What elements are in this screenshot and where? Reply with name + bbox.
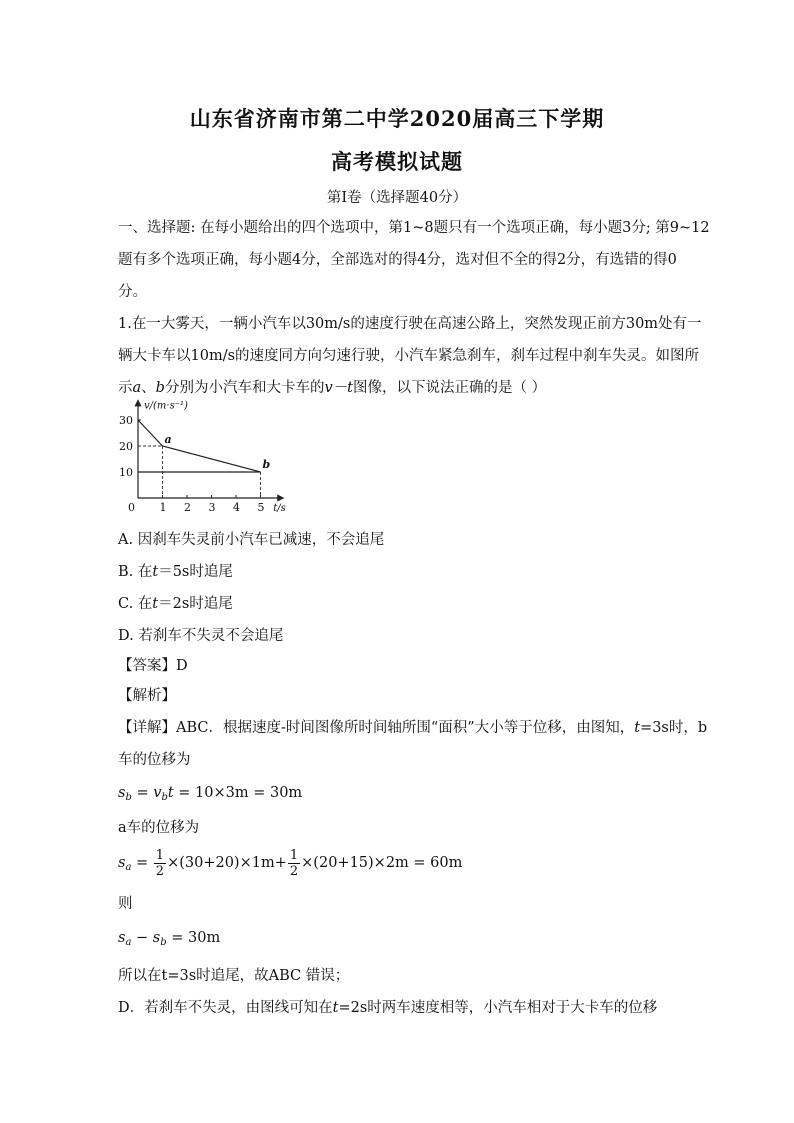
option-c: C. 在t＝2s时追尾 bbox=[118, 596, 233, 612]
x-tick-label: 3 bbox=[208, 501, 216, 514]
x-tick-label: 5 bbox=[257, 501, 265, 514]
answer: 【答案】D bbox=[118, 658, 188, 674]
y-tick-label: 10 bbox=[119, 466, 133, 479]
detail-line-5: 所以在t=3s时追尾，故ABC 错误； bbox=[118, 968, 350, 984]
detail-line-6: D．若刹车不失灵，由图线可知在t=2s时两车速度相等，小汽车相对于大卡车的位移 bbox=[118, 1000, 658, 1016]
equation-sb: $s_b = v_bt = 10\times 3m = 30m$ bbox=[118, 785, 303, 803]
x-tick-label: 0 bbox=[128, 501, 135, 514]
page-title: 山东省济南市第二中学2020届高三下学期 bbox=[189, 106, 605, 131]
equation-diff: $s_a - s_b = 30m$ bbox=[118, 930, 221, 948]
y-tick-label: 30 bbox=[119, 414, 133, 427]
y-tick-label: 20 bbox=[119, 440, 133, 453]
fraction-half: $\frac{1}{2}$ bbox=[289, 847, 299, 879]
section-heading: 第Ⅰ卷（选择题40分） bbox=[326, 190, 468, 206]
page-subtitle: 高考模拟试题 bbox=[331, 149, 463, 174]
y-axis-label: v/(m·s⁻¹) bbox=[144, 400, 188, 412]
fraction-half: $\frac{1}{2}$ bbox=[155, 847, 165, 879]
equation-sa: $s_a$ = $\frac{1}{2}$ ×(30+20)×1m+ $\frac{1}{2}$ ×(20+15)×2m = 60m bbox=[118, 847, 463, 879]
instruction-line-2: 题有多个选项正确，每小题4分，全部选对的得4分，选对但不全的得2分，有选错的得0 bbox=[118, 252, 677, 268]
detail-line-3: a车的位移为 bbox=[118, 820, 200, 836]
instruction-line-1: 一、选择题: 在每小题给出的四个选项中，第1~8题只有一个选项正确，每小题3分; 第9~12 bbox=[118, 220, 710, 236]
option-b: B. 在t＝5s时追尾 bbox=[118, 564, 233, 580]
x-axis-label: t/s bbox=[273, 503, 286, 514]
x-tick-label: 2 bbox=[184, 501, 191, 514]
velocity-time-chart bbox=[110, 398, 300, 520]
option-d: D. 若刹车不失灵不会追尾 bbox=[118, 628, 284, 644]
option-a: A. 因刹车失灵前小汽车已减速，不会追尾 bbox=[118, 532, 385, 548]
point-label-b: b bbox=[262, 458, 271, 471]
x-tick-label: 1 bbox=[159, 501, 167, 514]
question-line-1: 1.在一大雾天，一辆小汽车以30m/s的速度行驶在高速公路上，突然发现正前方30m处有一 bbox=[118, 316, 702, 332]
question-line-3: 示a、b分别为小汽车和大卡车的v－t图像，以下说法正确的是（ ） bbox=[118, 380, 547, 396]
series-line-a bbox=[138, 420, 261, 472]
detail-line-1: 【详解】ABC．根据速度-时间图像所时间轴所围“面积”大小等于位移，由图知，t=3s时，b bbox=[118, 720, 708, 736]
detail-line-2: 车的位移为 bbox=[118, 752, 191, 768]
point-label-a: a bbox=[164, 433, 172, 446]
question-line-2: 辆大卡车以10m/s的速度同方向匀速行驶，小汽车紧急刹车，刹车过程中刹车失灵。如图所 bbox=[118, 348, 700, 364]
analysis-label: 【解析】 bbox=[118, 688, 176, 704]
x-tick-label: 4 bbox=[233, 501, 240, 514]
instruction-line-3: 分。 bbox=[118, 284, 147, 300]
detail-line-4: 则 bbox=[118, 896, 133, 912]
